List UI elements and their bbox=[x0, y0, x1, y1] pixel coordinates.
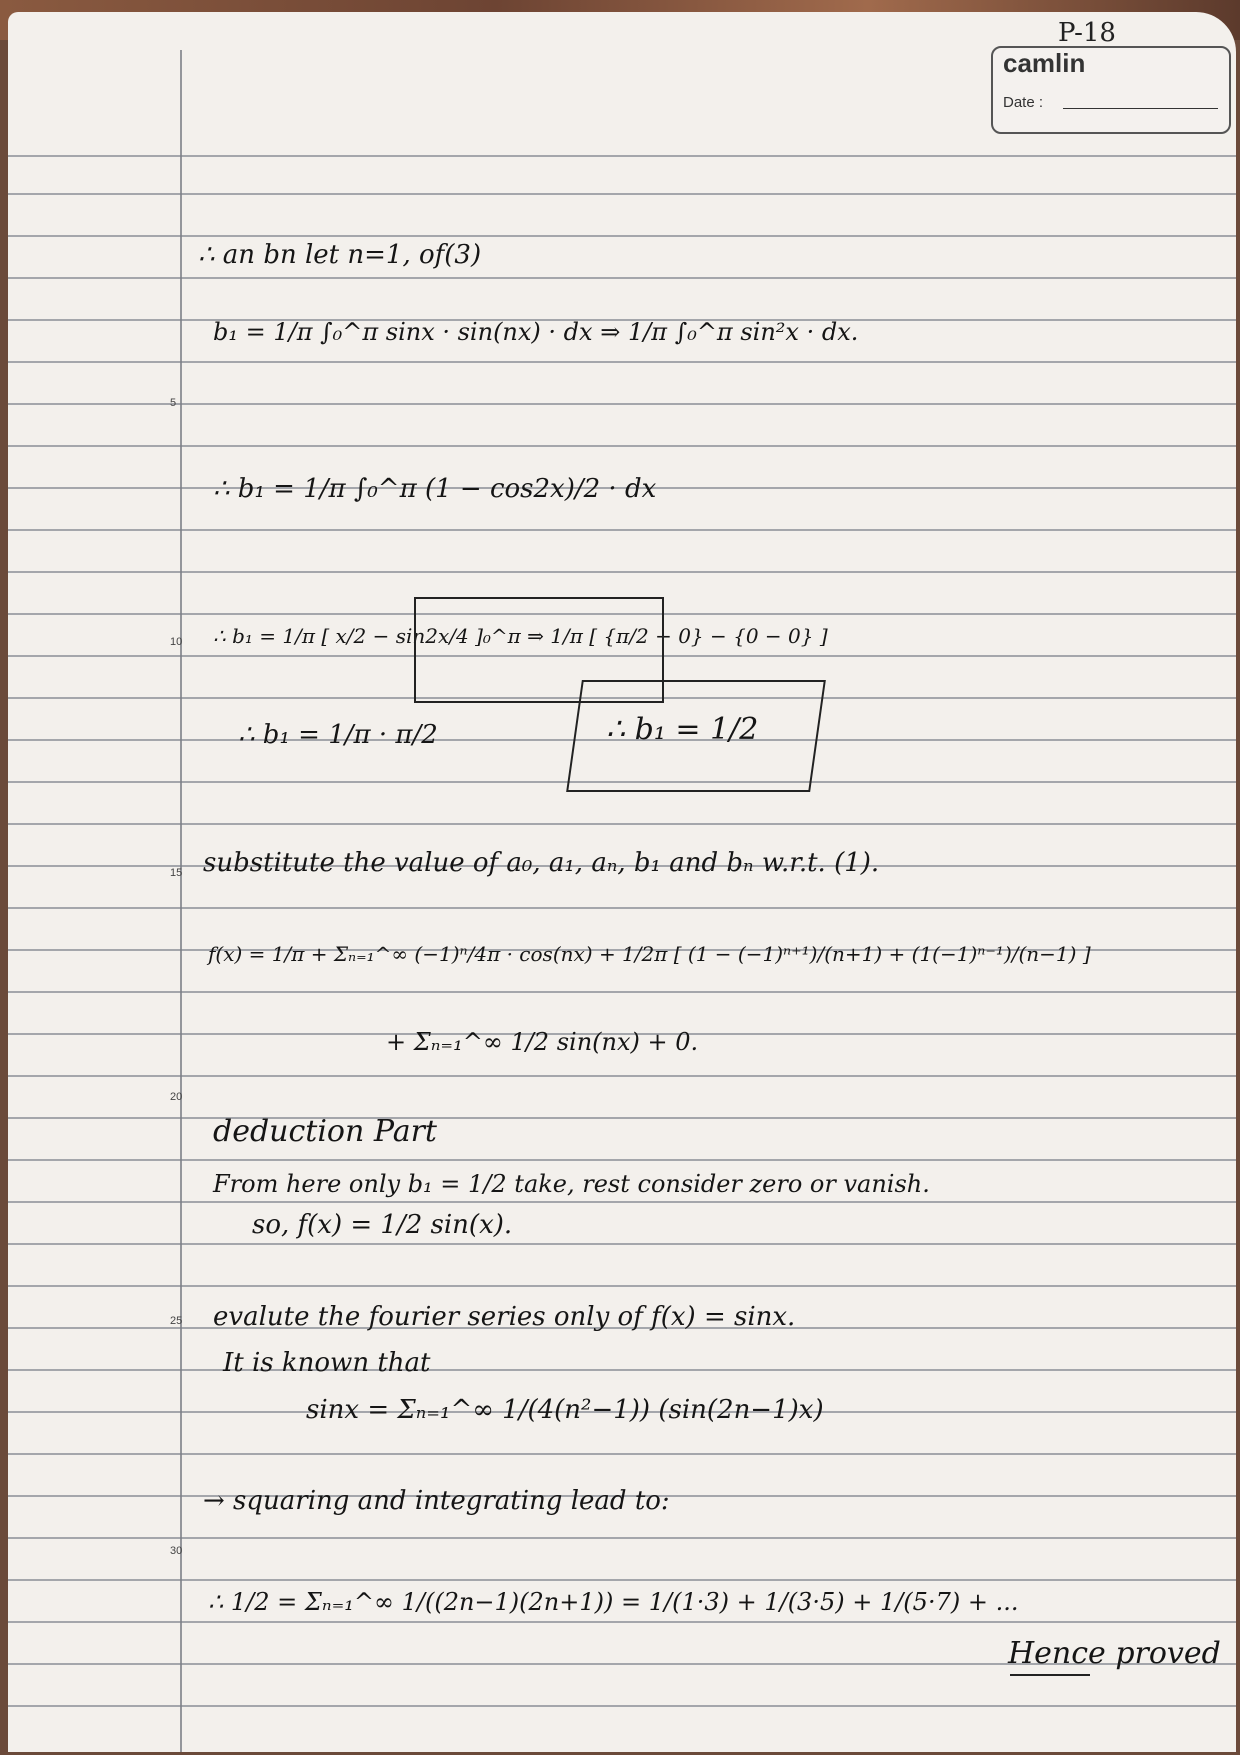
brand-name: camlin bbox=[1003, 48, 1086, 78]
ruled-line bbox=[8, 155, 1236, 157]
margin-number: 25 bbox=[170, 1315, 183, 1327]
margin-number: 5 bbox=[170, 397, 177, 409]
date-field-line bbox=[1063, 108, 1218, 109]
handwritten-line: It is known that bbox=[223, 1348, 431, 1378]
ruled-line bbox=[8, 1159, 1236, 1161]
ruled-line bbox=[8, 1579, 1236, 1581]
date-label: Date : bbox=[1003, 94, 1044, 111]
conclusion-text: Hence proved bbox=[1008, 1636, 1221, 1671]
margin-number: 15 bbox=[170, 867, 183, 879]
ruled-line bbox=[8, 571, 1236, 573]
ruled-line bbox=[8, 907, 1236, 909]
ruled-line bbox=[8, 1369, 1236, 1371]
ruled-line bbox=[8, 1117, 1236, 1119]
handwritten-equation: so, f(x) = 1/2 sin(x). bbox=[252, 1210, 513, 1240]
ruled-line bbox=[8, 1075, 1236, 1077]
margin-number: 10 bbox=[170, 636, 183, 648]
ruled-line bbox=[8, 1705, 1236, 1707]
boxed-result: ∴ b₁ = 1/2 bbox=[606, 712, 759, 747]
ruled-line bbox=[8, 1621, 1236, 1623]
handwritten-equation: sinx = Σₙ₌₁^∞ 1/(4(n²−1)) (sin(2n−1)x) bbox=[306, 1395, 824, 1425]
handwritten-equation: ∴ b₁ = 1/π · π/2 bbox=[238, 720, 438, 750]
margin-number: 20 bbox=[170, 1091, 183, 1103]
ruled-line bbox=[8, 1201, 1236, 1203]
ruled-line bbox=[8, 1453, 1236, 1455]
handwritten-equation: ∴ b₁ = 1/π ∫₀^π (1 − cos2x)/2 · dx bbox=[213, 474, 657, 504]
handwritten-line: evalute the fourier series only of f(x) = sinx. bbox=[213, 1302, 796, 1332]
handwritten-equation: b₁ = 1/π ∫₀^π sinx · sin(nx) · dx ⇒ 1/π ∫₀^π sin²x · dx. bbox=[213, 318, 859, 346]
handwritten-equation: ∴ b₁ = 1/π [ x/2 − sin2x/4 ]₀^π ⇒ 1/π [ {π/2 − 0} − {0 − 0} ] bbox=[213, 624, 828, 648]
ruled-line bbox=[8, 1537, 1236, 1539]
conclusion-underline bbox=[1010, 1674, 1090, 1676]
ruled-line bbox=[8, 277, 1236, 279]
ruled-line bbox=[8, 1285, 1236, 1287]
ruled-line bbox=[8, 823, 1236, 825]
margin-number: 30 bbox=[170, 1545, 183, 1557]
ruled-line bbox=[8, 991, 1236, 993]
notebook-page bbox=[8, 12, 1236, 1752]
section-heading: deduction Part bbox=[213, 1114, 437, 1149]
handwritten-line: substitute the value of a₀, a₁, aₙ, b₁ and bₙ w.r.t. (1). bbox=[203, 848, 880, 878]
handwritten-equation: f(x) = 1/π + Σₙ₌₁^∞ (−1)ⁿ/4π · cos(nx) + 1/2π [ (1 − (−1)ⁿ⁺¹)/(n+1) + (1(−1)ⁿ⁻¹)/(n−1) ] bbox=[208, 942, 1091, 966]
page-number: P-18 bbox=[1058, 18, 1116, 48]
margin-line bbox=[180, 50, 182, 1752]
ruled-line bbox=[8, 403, 1236, 405]
ruled-line bbox=[8, 1243, 1236, 1245]
ruled-line bbox=[8, 361, 1236, 363]
handwritten-line: ∴ an bn let n=1, of(3) bbox=[198, 240, 482, 270]
ruled-line bbox=[8, 235, 1236, 237]
ruled-line bbox=[8, 529, 1236, 531]
handwritten-line: From here only b₁ = 1/2 take, rest consider zero or vanish. bbox=[213, 1170, 930, 1198]
ruled-line bbox=[8, 193, 1236, 195]
handwritten-line: → squaring and integrating lead to: bbox=[203, 1486, 670, 1516]
handwritten-equation: + Σₙ₌₁^∞ 1/2 sin(nx) + 0. bbox=[386, 1028, 699, 1056]
ruled-line bbox=[8, 445, 1236, 447]
brand-date-box bbox=[991, 46, 1231, 134]
handwritten-equation: ∴ 1/2 = Σₙ₌₁^∞ 1/((2n−1)(2n+1)) = 1/(1·3) + 1/(3·5) + 1/(5·7) + ... bbox=[208, 1588, 1019, 1616]
